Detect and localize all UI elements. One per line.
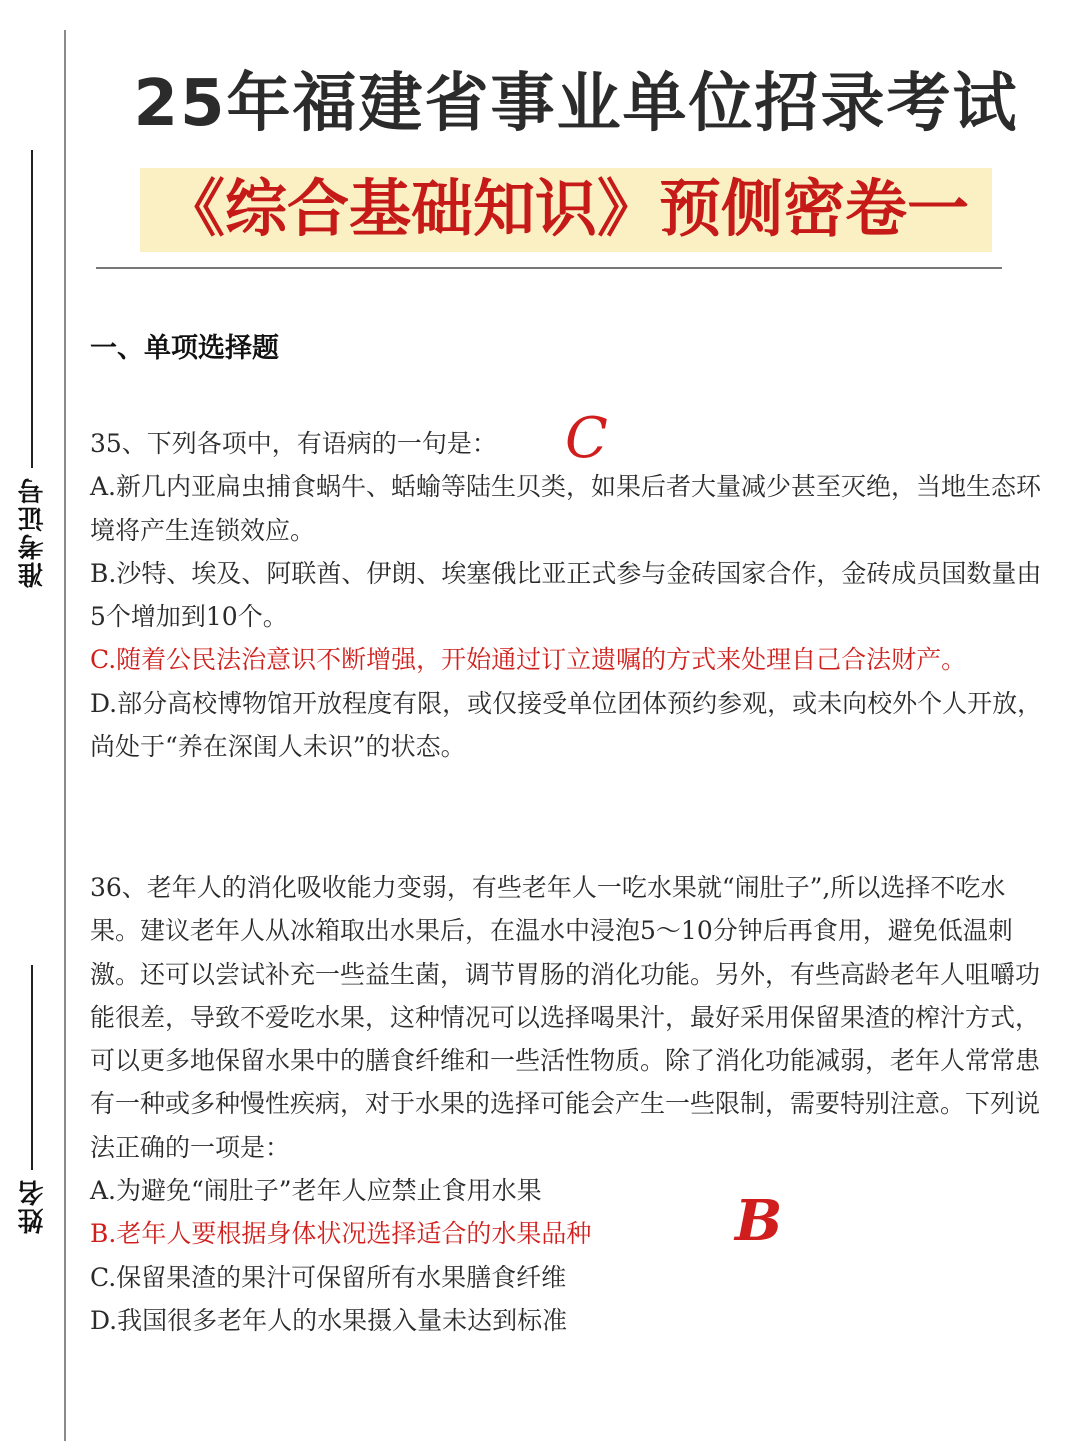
name-field: [4, 965, 60, 1234]
option-b: B.沙特、埃及、阿联酋、伊朗、埃塞俄比亚正式参与金砖国家合作，金砖成员国数量由5个增加到10个。: [90, 558, 1042, 632]
question-stem: 35、下列各项中，有语病的一句是：: [90, 429, 497, 458]
option-a: A.为避免“闹肚子”老年人应禁止食用水果: [90, 1176, 542, 1206]
option-c-correct: C.随着公民法治意识不断增强，开始通过订立遗嘱的方式来处理自己合法财产。: [90, 645, 967, 675]
exam-id-label: 准考证号: [17, 476, 48, 588]
question-stem: 36、老年人的消化吸收能力变弱，有些老年人一吃水果就“闹肚子”,所以选择不吃水果。建议老年人从冰箱取出水果后，在温水中浸泡5～10分钟后再食用，避免低温刺激。还可以尝试补充一些益生菌，调节胃肠的消化功能。另外，有些高龄老年人咀嚼功能很差，导致不爱吃水果，这种情况可以选择喝果汁，最好采用保留果渣的榨汁方式，可以更多地保留水果中的膳食纤维和一些活性物质。除了消化功能减弱，老年人常常患有一种或多种慢性疾病，对于水果的选择可能会产生一些限制，需要特别注意。下列说法正确的一项是：: [90, 873, 1041, 1162]
option-b-correct: B.老年人要根据身体状况选择适合的水果品种: [90, 1219, 592, 1249]
question-35: [90, 422, 1050, 768]
page-title: 25年福建省事业单位招录考试: [133, 67, 1019, 141]
exam-id-blank-line: [31, 150, 33, 468]
question-36: [90, 866, 1050, 1342]
section-heading: 一、单项选择题: [90, 333, 279, 364]
handwritten-answer-35: C: [565, 406, 608, 471]
page-subtitle: 《综合基础知识》预侧密卷一: [162, 172, 969, 245]
header-divider: [96, 267, 1002, 269]
name-label: 姓名: [17, 1178, 48, 1234]
option-c: C.保留果渣的果汁可保留所有水果膳食纤维: [90, 1262, 567, 1292]
binding-margin-rule: [64, 30, 66, 1441]
option-a: A.新几内亚扁虫捕食蜗牛、蛞蝓等陆生贝类，如果后者大量减少甚至灭绝，当地生态环境将产生连锁效应。: [90, 472, 1042, 545]
option-d: D.部分高校博物馆开放程度有限，或仅接受单位团体预约参观，或未向校外个人开放，尚处于“养在深闺人未识”的状态。: [90, 688, 1043, 762]
name-blank-line: [31, 965, 33, 1170]
handwritten-answer-36: B: [735, 1188, 783, 1254]
exam-id-field: [4, 150, 60, 588]
option-d: D.我国很多老年人的水果摄入量未达到标准: [90, 1305, 568, 1335]
